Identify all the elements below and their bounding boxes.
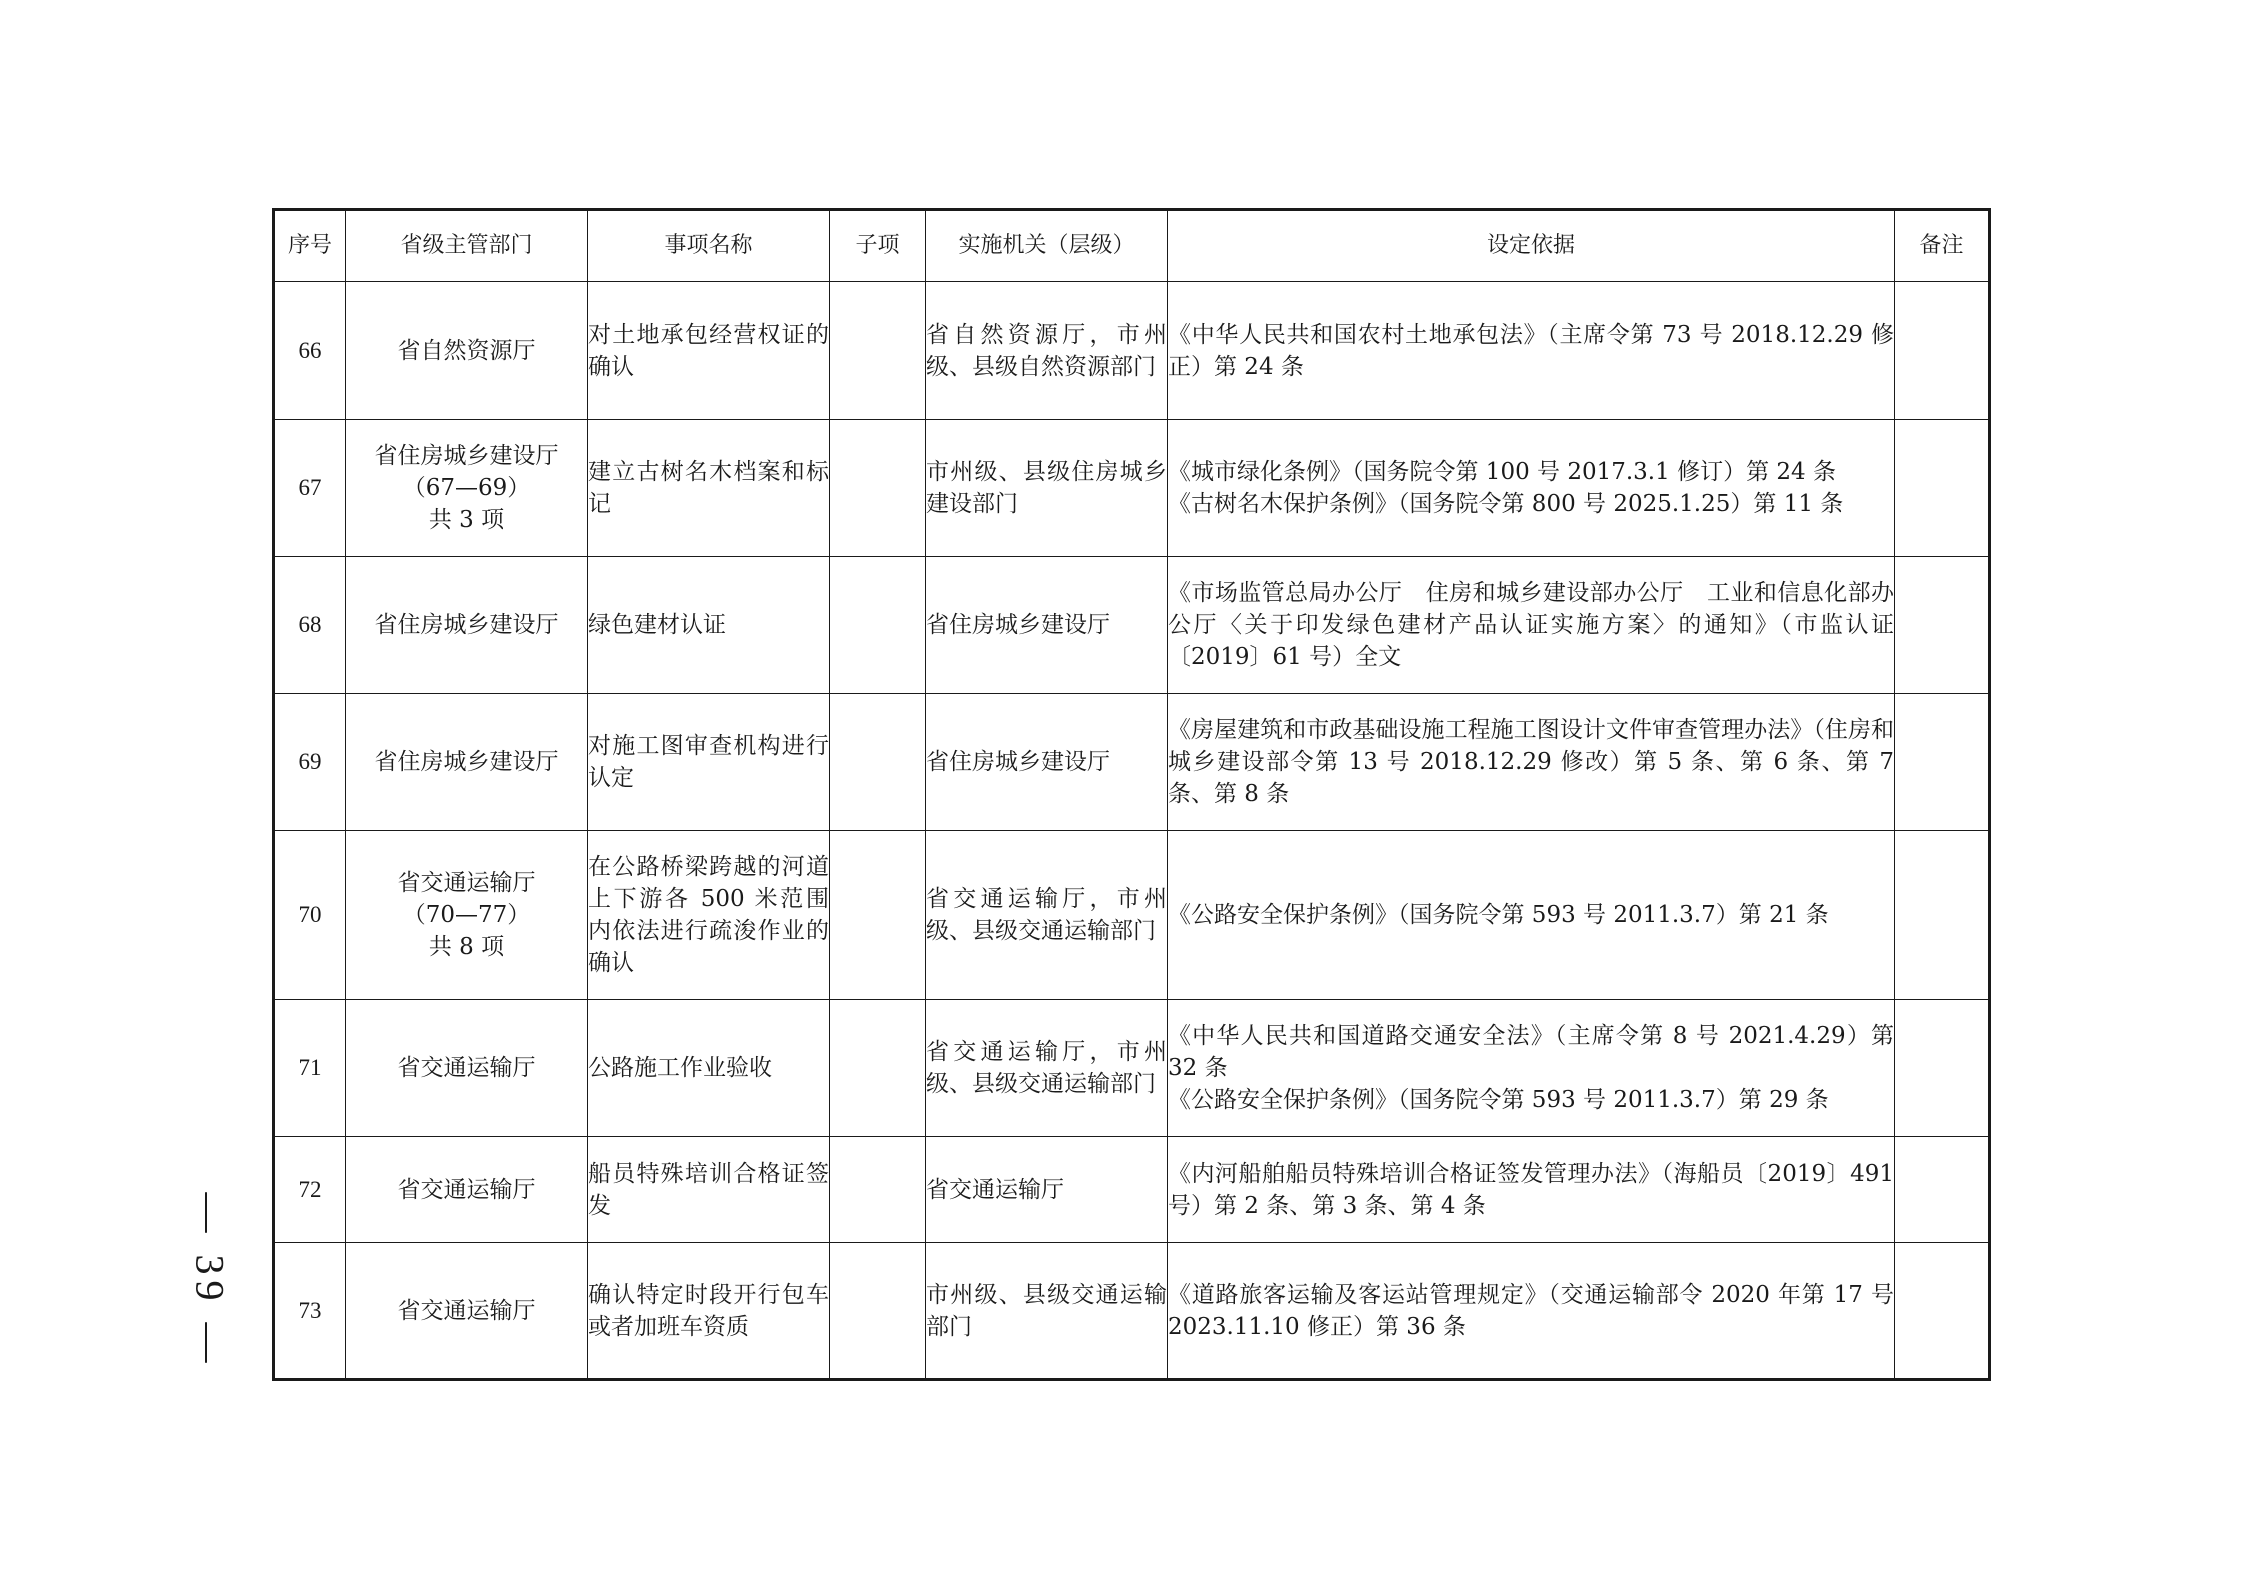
header-agency: 实施机关（层级） (926, 210, 1168, 282)
page-number-text: — 39 — (187, 1192, 233, 1368)
header-note: 备注 (1895, 210, 1990, 282)
header-item: 事项名称 (588, 210, 830, 282)
cell-dept (346, 1243, 588, 1380)
items-table (272, 208, 1991, 1381)
table-header-row (274, 210, 1990, 282)
header-seq: 序号 (274, 210, 346, 282)
cell-dept (346, 420, 588, 557)
dept-line: 省交通运输厅 (397, 870, 536, 896)
table-row (274, 557, 1990, 694)
cell-basis (1168, 557, 1895, 694)
cell-seq: 73 (274, 1243, 346, 1380)
basis-line: 《市场监管总局办公厅 住房和城乡建设部办公厅 工业和信息化部办公厅〈关于印发绿色建材产品认证实施方案〉的通知》（市监认证〔2019〕61 号）全文 (1168, 580, 1894, 670)
cell-agency: 省住房城乡建设厅 (926, 694, 1168, 831)
cell-seq: 66 (274, 282, 346, 420)
dept-line: 省住房城乡建设厅 (374, 749, 559, 775)
cell-item: 对施工图审查机构进行认定 (588, 694, 830, 831)
page-number (180, 1192, 240, 1368)
cell-dept (346, 1137, 588, 1243)
dept-line: （67—69） (402, 475, 531, 501)
cell-item: 绿色建材认证 (588, 557, 830, 694)
cell-subitem (830, 694, 926, 831)
table-row (274, 282, 1990, 420)
cell-seq: 71 (274, 1000, 346, 1137)
cell-basis (1168, 282, 1895, 420)
dept-line: （70—77） (402, 902, 531, 928)
cell-subitem (830, 1137, 926, 1243)
cell-seq: 67 (274, 420, 346, 557)
cell-note (1895, 694, 1990, 831)
cell-note (1895, 420, 1990, 557)
table-row (274, 1137, 1990, 1243)
dept-line: 共 3 项 (428, 507, 505, 533)
cell-item: 确认特定时段开行包车或者加班车资质 (588, 1243, 830, 1380)
cell-dept (346, 557, 588, 694)
cell-subitem (830, 1000, 926, 1137)
cell-item: 对土地承包经营权证的确认 (588, 282, 830, 420)
cell-basis (1168, 420, 1895, 557)
table-row (274, 1000, 1990, 1137)
dept-line: 省自然资源厅 (397, 337, 536, 364)
dept-line: 省交通运输厅 (397, 1176, 536, 1203)
table-row (274, 420, 1990, 557)
table-row (274, 831, 1990, 1000)
dept-line: 省住房城乡建设厅 (374, 612, 559, 638)
cell-subitem (830, 831, 926, 1000)
cell-subitem (830, 1243, 926, 1380)
header-subitem: 子项 (830, 210, 926, 282)
basis-line: 《城市绿化条例》（国务院令第 100 号 2017.3.1 修订）第 24 条 (1168, 459, 1836, 485)
cell-basis (1168, 1137, 1895, 1243)
cell-agency: 省自然资源厅，市州级、县级自然资源部门 (926, 282, 1168, 420)
basis-line: 《内河船舶船员特殊培训合格证签发管理办法》（海船员〔2019〕491 号）第 2 条、第 3 条、第 4 条 (1168, 1160, 1894, 1219)
cell-note (1895, 1137, 1990, 1243)
basis-line: 《中华人民共和国道路交通安全法》（主席令第 8 号 2021.4.29）第 32 条 (1168, 1023, 1894, 1081)
basis-line: 《古树名木保护条例》（国务院令第 800 号 2025.1.25）第 11 条 (1168, 491, 1844, 517)
table-body (274, 282, 1990, 1380)
cell-agency: 省交通运输厅 (926, 1137, 1168, 1243)
cell-note (1895, 1000, 1990, 1137)
cell-seq: 70 (274, 831, 346, 1000)
dept-line: 省住房城乡建设厅 (374, 443, 559, 469)
header-basis: 设定依据 (1168, 210, 1895, 282)
dept-line: 省交通运输厅 (397, 1055, 536, 1081)
cell-note (1895, 282, 1990, 420)
cell-item: 公路施工作业验收 (588, 1000, 830, 1137)
cell-dept (346, 831, 588, 1000)
cell-item: 船员特殊培训合格证签发 (588, 1137, 830, 1243)
dept-line: 共 8 项 (428, 934, 505, 960)
table-row (274, 694, 1990, 831)
cell-subitem (830, 420, 926, 557)
header-dept: 省级主管部门 (346, 210, 588, 282)
basis-line: 《中华人民共和国农村土地承包法》（主席令第 73 号 2018.12.29 修正）第 24 条 (1168, 321, 1894, 380)
basis-line: 《公路安全保护条例》（国务院令第 593 号 2011.3.7）第 21 条 (1168, 902, 1829, 928)
cell-agency: 省住房城乡建设厅 (926, 557, 1168, 694)
cell-basis (1168, 831, 1895, 1000)
cell-dept (346, 282, 588, 420)
basis-line: 《公路安全保护条例》（国务院令第 593 号 2011.3.7）第 29 条 (1168, 1087, 1829, 1113)
cell-agency: 省交通运输厅，市州级、县级交通运输部门 (926, 1000, 1168, 1137)
cell-agency: 省交通运输厅，市州级、县级交通运输部门 (926, 831, 1168, 1000)
cell-basis (1168, 1243, 1895, 1380)
cell-basis (1168, 694, 1895, 831)
cell-note (1895, 1243, 1990, 1380)
cell-dept (346, 694, 588, 831)
cell-seq: 72 (274, 1137, 346, 1243)
cell-dept (346, 1000, 588, 1137)
cell-subitem (830, 557, 926, 694)
cell-basis (1168, 1000, 1895, 1137)
cell-item: 在公路桥梁跨越的河道上下游各 500 米范围内依法进行疏浚作业的确认 (588, 831, 830, 1000)
basis-line: 《道路旅客运输及客运站管理规定》（交通运输部令 2020 年第 17 号 2023.11.10 修正）第 36 条 (1168, 1281, 1894, 1340)
cell-item: 建立古树名木档案和标记 (588, 420, 830, 557)
cell-agency: 市州级、县级住房城乡建设部门 (926, 420, 1168, 557)
table-row (274, 1243, 1990, 1380)
cell-subitem (830, 282, 926, 420)
cell-agency: 市州级、县级交通运输部门 (926, 1243, 1168, 1380)
cell-seq: 68 (274, 557, 346, 694)
cell-note (1895, 831, 1990, 1000)
cell-seq: 69 (274, 694, 346, 831)
cell-note (1895, 557, 1990, 694)
basis-line: 《房屋建筑和市政基础设施工程施工图设计文件审查管理办法》（住房和城乡建设部令第 13 号 2018.12.29 修改）第 5 条、第 6 条、第 7 条、第 8 条 (1168, 717, 1894, 807)
dept-line: 省交通运输厅 (397, 1297, 536, 1324)
